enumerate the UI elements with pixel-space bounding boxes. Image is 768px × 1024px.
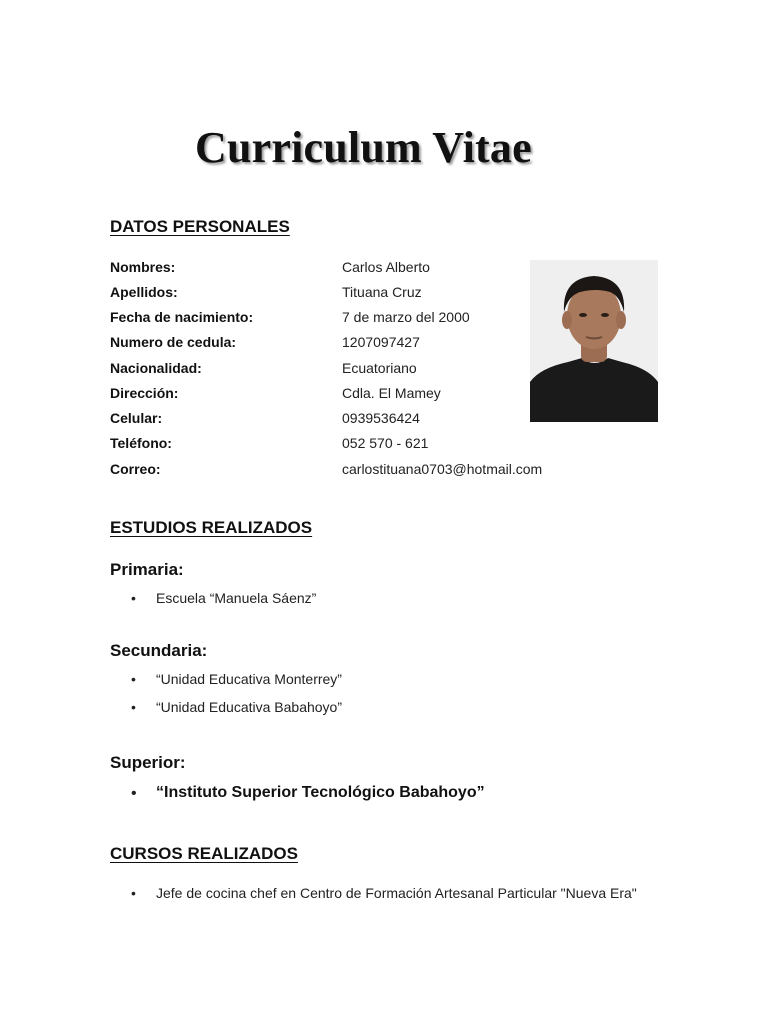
value-direccion: Cdla. El Mamey bbox=[342, 385, 441, 401]
label-apellidos: Apellidos: bbox=[110, 284, 178, 300]
bullet-icon: • bbox=[131, 590, 136, 606]
label-correo: Correo: bbox=[110, 461, 161, 477]
superior-heading: Superior: bbox=[110, 753, 186, 772]
superior-item: “Instituto Superior Tecnológico Babahoyo” bbox=[156, 784, 485, 801]
photo-right-ear bbox=[616, 311, 626, 329]
label-celular: Celular: bbox=[110, 410, 163, 426]
primaria-heading: Primaria: bbox=[110, 560, 184, 579]
studies-heading: ESTUDIOS REALIZADOS bbox=[110, 518, 313, 537]
bullet-icon: • bbox=[131, 671, 136, 687]
course-item: Jefe de cocina chef en Centro de Formación Artesanal Particular "Nueva Era" bbox=[156, 885, 637, 901]
bullet-icon: • bbox=[131, 885, 136, 901]
document-title: Curriculum Vitae bbox=[195, 123, 532, 172]
value-nacionalidad: Ecuatoriano bbox=[342, 360, 417, 376]
secundaria-heading: Secundaria: bbox=[110, 641, 208, 660]
label-nombres: Nombres: bbox=[110, 259, 176, 275]
secundaria-item: “Unidad Educativa Babahoyo” bbox=[156, 699, 343, 715]
profile-photo bbox=[530, 260, 658, 422]
courses-heading: CURSOS REALIZADOS bbox=[110, 844, 298, 863]
value-telefono: 052 570 - 621 bbox=[342, 435, 429, 451]
photo-right-eye bbox=[601, 313, 609, 317]
label-direccion: Dirección: bbox=[110, 385, 179, 401]
primaria-item: Escuela “Manuela Sáenz” bbox=[156, 590, 317, 606]
label-nacionalidad: Nacionalidad: bbox=[110, 360, 202, 376]
photo-left-eye bbox=[579, 313, 587, 317]
value-cedula: 1207097427 bbox=[342, 334, 420, 350]
value-correo: carlostituana0703@hotmail.com bbox=[342, 461, 543, 477]
value-celular: 0939536424 bbox=[342, 410, 420, 426]
secundaria-item: “Unidad Educativa Monterrey” bbox=[156, 671, 342, 687]
value-fecha-nacimiento: 7 de marzo del 2000 bbox=[342, 309, 470, 325]
label-cedula: Numero de cedula: bbox=[110, 334, 237, 350]
photo-left-ear bbox=[562, 311, 572, 329]
personal-heading: DATOS PERSONALES bbox=[110, 217, 290, 236]
bullet-icon: • bbox=[131, 785, 137, 802]
value-nombres: Carlos Alberto bbox=[342, 259, 430, 275]
bullet-icon: • bbox=[131, 699, 136, 715]
label-fecha-nacimiento: Fecha de nacimiento: bbox=[110, 309, 254, 325]
value-apellidos: Tituana Cruz bbox=[342, 284, 422, 300]
label-telefono: Teléfono: bbox=[110, 435, 172, 451]
